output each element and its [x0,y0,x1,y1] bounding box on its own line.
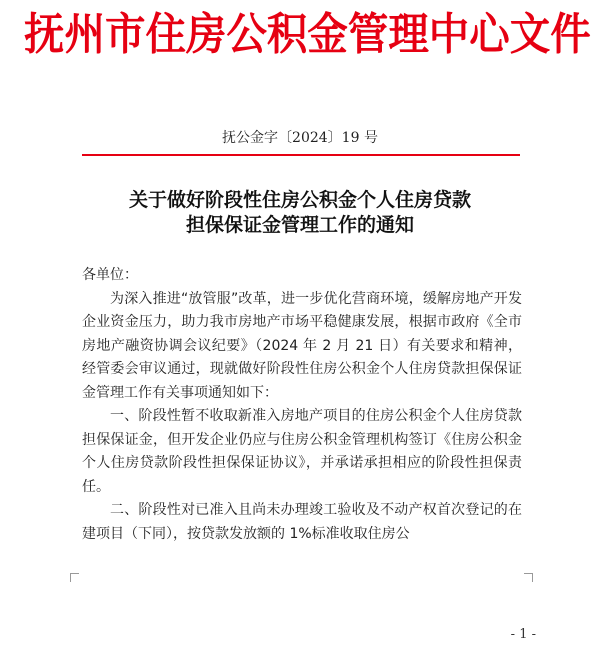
red-header-title: 抚州市住房公积金管理中心文件 [24,9,591,60]
crop-mark-right [524,573,533,582]
paragraph-intro: 为深入推进“放管服”改革，进一步优化营商环境，缓解房地产开发企业资金压力，助力我市房地产市场平稳健康发展，根据市政府《全市房地产融资协调会议纪要》（2024 年 2 月 21 日）有关要求和精神，经管委会审议通过，现就做好阶段性住房公积金个人住房贷款担保保证金管理工作有关事项通知如下： [82,290,522,401]
salutation: 各单位： [82,267,138,283]
paragraph-item-2: 二、阶段性对已准入且尚未办理竣工验收及不动产权首次登记的在建项目（下同），按贷款发放额的 1%标准收取住房公 [82,502,522,542]
notice-body [82,264,522,546]
paragraph-item-1: 一、阶段性暂不收取新准入房地产项目的住房公积金个人住房贷款担保保证金，但开发企业仍应与住房公积金管理机构签订《住房公积金个人住房贷款阶段性担保保证协议》，并承诺承担相应的阶段性担保责任。 [82,408,522,495]
notice-title-line-1: 关于做好阶段性住房公积金个人住房贷款 [128,189,471,211]
page-number: - 1 - [510,627,536,642]
notice-title [0,188,600,238]
crop-mark-left [70,573,79,582]
red-divider-line [82,154,520,156]
document-number: 抚公金字〔2024〕19 号 [222,130,378,146]
notice-title-line-2: 担保保证金管理工作的通知 [185,214,414,236]
